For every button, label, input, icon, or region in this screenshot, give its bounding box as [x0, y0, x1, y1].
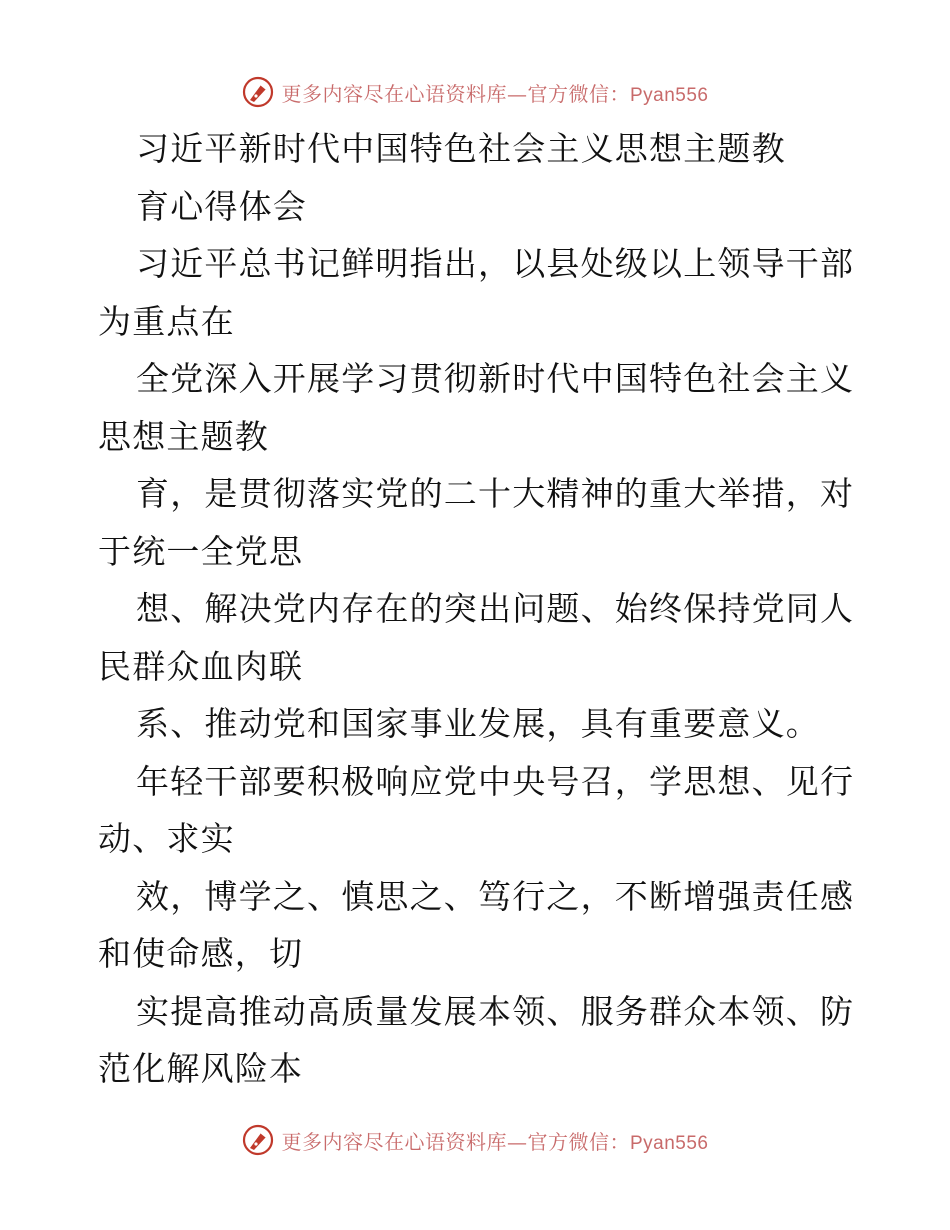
text-line: 于统一全党思: [98, 531, 304, 571]
text-line: 想、解决党内存在的突出问题、始终保持党同人: [136, 589, 855, 628]
text-line: 范化解风险本: [98, 1049, 304, 1088]
text-line: 习近平总书记鲜明指出，以县处级以上领导干部: [136, 244, 855, 283]
footer-watermark: [0, 1120, 950, 1160]
pen-nib-icon: [241, 75, 275, 109]
text-line: 为重点在: [98, 301, 235, 341]
text-line: 系、推动党和国家事业发展，具有重要意义。: [136, 704, 820, 743]
pen-nib-icon: [241, 1123, 275, 1157]
text-line: 年轻干部要积极响应党中央号召，学思想、见行: [136, 761, 855, 801]
text-line: 全党深入开展学习贯彻新时代中国特色社会主义: [136, 359, 855, 398]
text-line: 民群众血肉联: [98, 646, 304, 686]
text-line: 实提高推动高质量发展本领、服务群众本领、防: [136, 991, 855, 1031]
text-line: 效，博学之、慎思之、笃行之，不断增强责任感: [136, 876, 855, 916]
header-watermark: [0, 72, 950, 112]
watermark-text: 更多内容尽在心语资料库—官方微信：Pyan556: [281, 1129, 709, 1154]
document-title-line-2: 育心得体会: [136, 186, 307, 226]
document-title-line-1: 习近平新时代中国特色社会主义思想主题教: [136, 129, 786, 168]
text-line: 育，是贯彻落实党的二十大精神的重大举措，对: [136, 474, 855, 513]
text-line: 动、求实: [98, 819, 235, 858]
watermark-text: 更多内容尽在心语资料库—官方微信：Pyan556: [281, 81, 709, 106]
text-line: 和使命感，切: [98, 934, 304, 973]
text-line: 思想主题教: [98, 416, 269, 456]
document-body: [98, 120, 858, 1098]
